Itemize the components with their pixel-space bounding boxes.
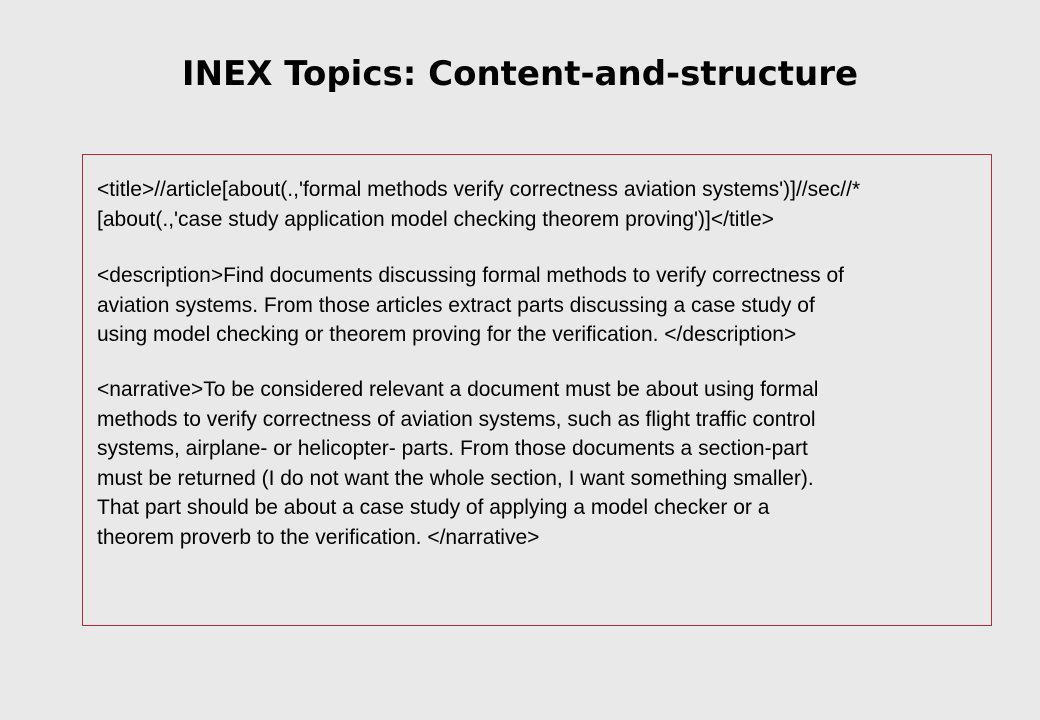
topic-description-line: using model checking or theorem proving for the verification. </description> [97, 323, 797, 346]
topic-narrative-line: theorem proverb to the verification. </narrative> [97, 525, 540, 549]
topic-content-box [82, 154, 992, 626]
topic-narrative-line: That part should be about a case study of applying a model checker or a [97, 496, 770, 519]
topic-narrative-paragraph [97, 375, 977, 552]
topic-narrative-line: systems, airplane- or helicopter- parts. From those documents a section-part [97, 437, 808, 460]
topic-title-line: [about(.,'case study application model checking theorem proving')]</title> [97, 207, 774, 231]
topic-description-paragraph [97, 261, 977, 350]
topic-title-line: <title>//article[about(.,'formal methods verify correctness aviation systems')]//sec//* [97, 178, 861, 201]
topic-narrative-line: methods to verify correctness of aviation systems, such as flight traffic control [97, 407, 816, 431]
topic-title-paragraph [97, 175, 977, 234]
topic-description-line: <description>Find documents discussing formal methods to verify correctness of [97, 264, 845, 287]
topic-description-line: aviation systems. From those articles extract parts discussing a case study of [97, 293, 815, 317]
topic-narrative-line: must be returned (I do not want the whole section, I want something smaller). [97, 466, 814, 490]
topic-narrative-line: <narrative>To be considered relevant a document must be about using formal [97, 378, 819, 401]
slide-title: INEX Topics: Content-and-structure [181, 54, 859, 94]
